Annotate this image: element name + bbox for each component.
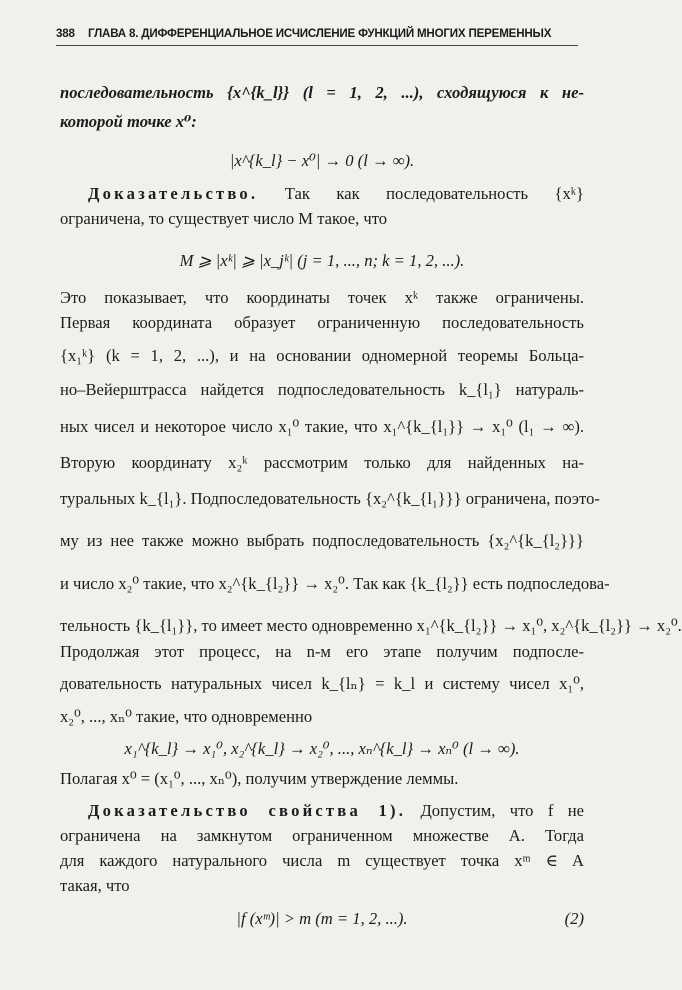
- text-line: Полагая x⁰ = (x₁⁰, ..., xₙ⁰), получим утверждение леммы.: [60, 769, 459, 788]
- text-line: такая, что: [60, 876, 130, 895]
- text-line: которой точке x⁰:: [60, 112, 197, 131]
- text-line: му из нее также можно выбрать подпоследовательность {x₂^{k_{l₂}}}: [60, 531, 584, 550]
- running-header: [56, 27, 586, 45]
- text-line: x₂⁰, ..., xₙ⁰ такие, что одновременно: [60, 707, 313, 726]
- text-line: последовательность {x^{k_l}} (l = 1, 2, ...), сходящуюся к не-: [60, 83, 584, 102]
- text-line: [88, 183, 584, 207]
- text-line: но–Вейерштрасса найдется подпоследовательность k_{l₁} натураль-: [60, 380, 584, 399]
- header-rule: [56, 45, 578, 46]
- text-line: ных чисел и некоторое число x₁⁰ такие, что x₁^{k_{l₁}} → x₁⁰ (l₁ → ∞).: [60, 417, 584, 436]
- formula-line: M ⩾ |xᵏ| ⩾ |x_jᵏ| (j = 1, ..., n; k = 1, 2, ...).: [179, 251, 465, 270]
- formula-line: x₁^{k_l} → x₁⁰, x₂^{k_l} → x₂⁰, ..., xₙ^{k_l} → xₙ⁰ (l → ∞).: [124, 739, 520, 758]
- proof-label: Доказательство свойства 1).: [88, 801, 407, 820]
- text-line: Вторую координату x₂ᵏ рассмотрим только для найденных на-: [60, 453, 584, 472]
- chapter-title: ГЛАВА 8. ДИФФЕРЕНЦИАЛЬНОЕ ИСЧИСЛЕНИЕ ФУНКЦИЙ МНОГИХ ПЕРЕМЕННЫХ: [88, 27, 552, 40]
- text-line: ограничена на замкнутом ограниченном множестве A. Тогда: [60, 826, 584, 845]
- text-line: Продолжая этот процесс, на n-м его этапе получим подпосле-: [60, 642, 584, 661]
- text-line: тельность {k_{l₁}}, то имеет место одновременно x₁^{k_{l₂}} → x₁⁰, x₂^{k_{l₂}} → x₂⁰.: [60, 616, 682, 635]
- text-line: для каждого натурального числа m существует точка xᵐ ∈ A: [60, 851, 584, 870]
- text-line: {x₁ᵏ} (k = 1, 2, ...), и на основании одномерной теоремы Больца-: [60, 346, 584, 365]
- text-line: довательность натуральных чисел k_{lₙ} = k_l и систему чисел x₁⁰,: [60, 674, 584, 693]
- text-line: ограничена, то существует число M такое, что: [60, 209, 388, 228]
- formula-line: |x^{k_l} − x⁰| → 0 (l → ∞).: [229, 151, 415, 170]
- text-line: Первая координата образует ограниченную последовательность: [60, 313, 584, 332]
- text-line: [88, 800, 584, 824]
- text-line: и число x₂⁰ такие, что x₂^{k_{l₂}} → x₂⁰. Так как {k_{l₂}} есть подпоследова-: [60, 574, 610, 593]
- formula-line: [60, 908, 584, 932]
- proof-text: Допустим, что f не: [406, 801, 584, 820]
- text-line: туральных k_{l₁}. Подпоследовательность {x₂^{k_{l₁}}} ограничена, поэто-: [60, 489, 600, 508]
- proof-text: Так как последовательность {xᵏ}: [258, 184, 584, 203]
- formula-text: |f (xᵐ)| > m (m = 1, 2, ...).: [236, 909, 408, 928]
- equation-number: (2): [564, 909, 584, 928]
- text-line: Это показывает, что координаты точек xᵏ также ограничены.: [60, 288, 584, 307]
- page-number: 388: [56, 27, 75, 40]
- proof-label: Доказательство.: [88, 184, 259, 203]
